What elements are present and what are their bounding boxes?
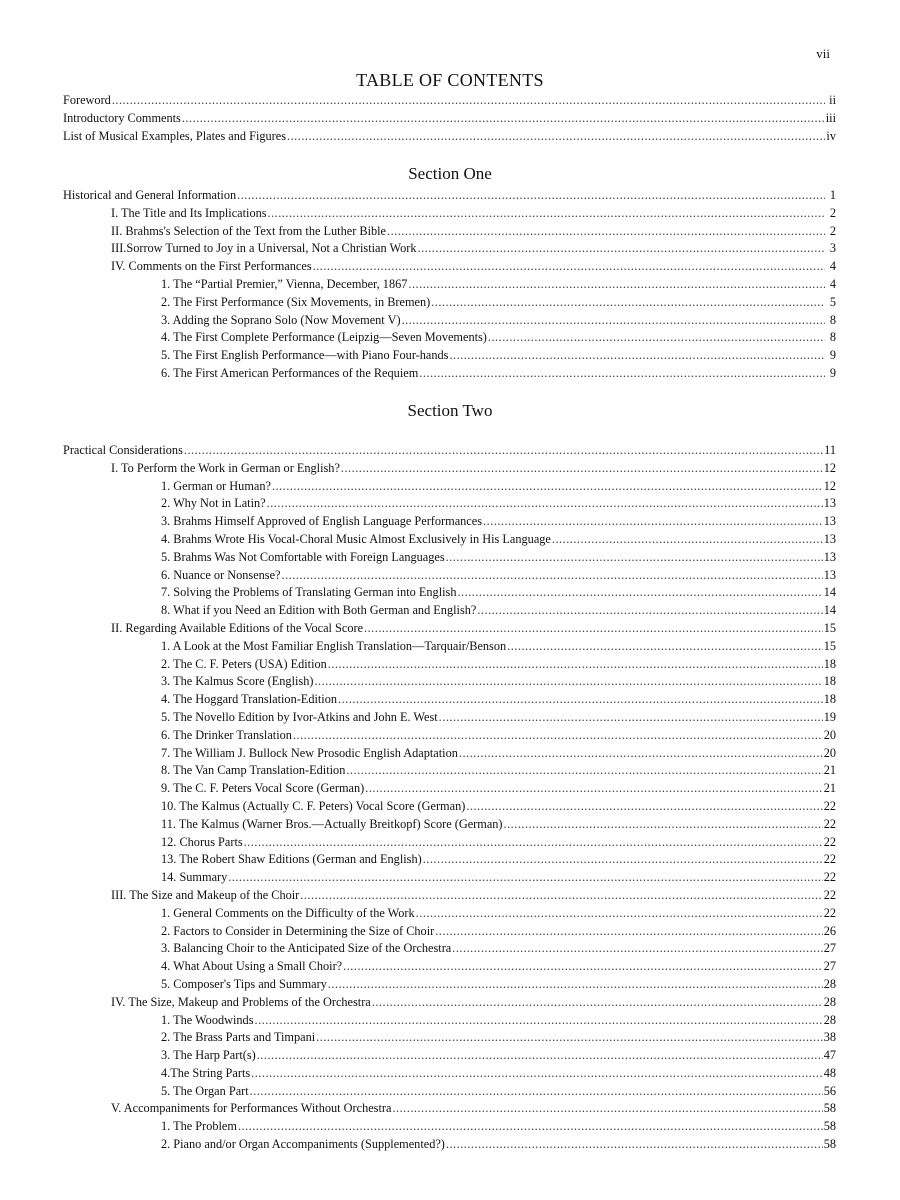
dot-leader bbox=[343, 958, 823, 976]
toc-entry-label: 3. The Kalmus Score (English) bbox=[161, 674, 314, 689]
toc-entry-label: III. The Size and Makeup of the Choir bbox=[111, 887, 300, 902]
toc-entry bbox=[63, 187, 836, 205]
toc-entry bbox=[161, 798, 836, 816]
toc-entry-label: 3. Balancing Choir to the Anticipated Size of the Orchestra bbox=[161, 941, 452, 956]
toc-entry-label: 6. The First American Performances of the Requiem bbox=[161, 365, 419, 380]
dot-leader bbox=[372, 994, 823, 1012]
toc-entry-page: 9 bbox=[829, 348, 836, 363]
toc-entry-label: 7. Solving the Problems of Translating German into English bbox=[161, 585, 457, 600]
toc-entry-page: 13 bbox=[823, 549, 836, 564]
toc-entry-label: 5. Composer's Tips and Summary bbox=[161, 976, 327, 991]
toc-entry-page: 18 bbox=[823, 692, 836, 707]
dot-leader bbox=[228, 869, 822, 887]
toc-entry bbox=[161, 495, 836, 513]
toc-entry-label: 6. The Drinker Translation bbox=[161, 727, 292, 742]
toc-entry bbox=[161, 940, 836, 958]
dot-leader bbox=[238, 1118, 823, 1136]
dot-leader bbox=[439, 709, 823, 727]
toc-entry bbox=[161, 656, 836, 674]
toc-entry-label: 11. The Kalmus (Warner Bros.—Actually Breitkopf) Score (German) bbox=[161, 816, 503, 831]
toc-entry-page: 19 bbox=[823, 709, 836, 724]
toc-entry bbox=[161, 478, 836, 496]
toc-entry bbox=[161, 567, 836, 585]
toc-entry-label: I. To Perform the Work in German or English? bbox=[111, 460, 340, 475]
dot-leader bbox=[392, 1100, 822, 1118]
page-title: TABLE OF CONTENTS bbox=[356, 70, 544, 90]
toc-entry bbox=[161, 276, 836, 294]
toc-entry bbox=[161, 365, 836, 383]
toc-entry bbox=[161, 816, 836, 834]
toc-entry bbox=[161, 691, 836, 709]
toc-entry-page: 12 bbox=[823, 478, 836, 493]
toc-entry-label: 14. Summary bbox=[161, 870, 228, 885]
toc-entry-page: 11 bbox=[824, 443, 836, 457]
toc-entry bbox=[161, 923, 836, 941]
toc-entry-label: 4. The Hoggard Translation-Edition bbox=[161, 692, 338, 707]
toc-entry-page: 22 bbox=[823, 798, 836, 813]
toc-entry-page: 22 bbox=[823, 816, 836, 831]
toc-entry bbox=[111, 887, 836, 905]
toc-entry bbox=[111, 240, 836, 258]
toc-entry-page: 9 bbox=[829, 365, 836, 380]
dot-leader bbox=[419, 365, 825, 383]
toc-entry bbox=[161, 745, 836, 763]
dot-leader bbox=[449, 347, 825, 365]
toc-entry-label: 2. The Brass Parts and Timpani bbox=[161, 1030, 316, 1045]
dot-leader bbox=[250, 1083, 823, 1101]
toc-entry-page: 1 bbox=[829, 188, 836, 202]
toc-entry-label: 8. The Van Camp Translation-Edition bbox=[161, 763, 346, 778]
toc-entry-page: 8 bbox=[829, 330, 836, 345]
toc-entry-page: 5 bbox=[829, 294, 836, 309]
toc-entry-page: 48 bbox=[823, 1065, 836, 1080]
dot-leader bbox=[272, 478, 823, 496]
toc-entry bbox=[161, 1083, 836, 1101]
dot-leader bbox=[316, 1029, 823, 1047]
toc-entry bbox=[161, 958, 836, 976]
toc-entry bbox=[161, 834, 836, 852]
toc-entry-page: iv bbox=[826, 128, 836, 143]
toc-entry-label: II. Regarding Available Editions of the Vocal Score bbox=[111, 620, 364, 635]
dot-leader bbox=[244, 834, 823, 852]
dot-leader bbox=[237, 187, 825, 205]
dot-leader bbox=[328, 976, 823, 994]
dot-leader bbox=[446, 1136, 823, 1154]
toc-entry-label: 5. The First English Performance—with Piano Four-hands bbox=[161, 348, 449, 363]
section-one-list bbox=[0, 187, 900, 383]
toc-entry-page: 26 bbox=[823, 923, 836, 938]
toc-entry-page: 27 bbox=[823, 941, 836, 956]
toc-entry-page: 15 bbox=[823, 638, 836, 653]
section-two-heading: Section Two bbox=[407, 401, 493, 420]
toc-entry-page: 2 bbox=[829, 223, 836, 238]
toc-entry bbox=[161, 294, 836, 312]
toc-entry bbox=[161, 673, 836, 691]
toc-entry-label: 7. The William J. Bullock New Prosodic English Adaptation bbox=[161, 745, 458, 760]
toc-entry-page: ii bbox=[829, 93, 836, 107]
dot-leader bbox=[184, 442, 823, 460]
toc-entry bbox=[63, 92, 836, 110]
dot-leader bbox=[255, 1012, 823, 1030]
toc-entry bbox=[161, 851, 836, 869]
dot-leader bbox=[446, 549, 823, 567]
dot-leader bbox=[459, 745, 823, 763]
dot-leader bbox=[408, 276, 825, 294]
toc-entry bbox=[161, 1136, 836, 1154]
dot-leader bbox=[182, 110, 825, 128]
toc-entry-page: 22 bbox=[823, 852, 836, 867]
toc-entry-label: List of Musical Examples, Plates and Figures bbox=[63, 128, 287, 143]
toc-entry-page: iii bbox=[825, 110, 836, 125]
toc-entry-page: 28 bbox=[823, 976, 836, 991]
section-one-heading: Section One bbox=[408, 164, 492, 183]
toc-entry-page: 8 bbox=[829, 312, 836, 327]
dot-leader bbox=[314, 673, 822, 691]
dot-leader bbox=[483, 513, 823, 531]
dot-leader bbox=[112, 92, 825, 110]
toc-entry-page: 3 bbox=[829, 241, 836, 256]
toc-entry-page: 58 bbox=[823, 1101, 836, 1116]
toc-entry-label: 2. The C. F. Peters (USA) Edition bbox=[161, 656, 327, 671]
toc-entry bbox=[161, 869, 836, 887]
toc-entry-page: 22 bbox=[823, 887, 836, 902]
dot-leader bbox=[488, 329, 825, 347]
toc-entry-label: Practical Considerations bbox=[63, 443, 183, 457]
dot-leader bbox=[364, 620, 823, 638]
toc-entry-page: 58 bbox=[823, 1119, 836, 1134]
dot-leader bbox=[257, 1047, 823, 1065]
toc-entry bbox=[111, 258, 836, 276]
toc-entry-label: V. Accompaniments for Performances Without Orchestra bbox=[111, 1101, 392, 1116]
dot-leader bbox=[435, 923, 822, 941]
toc-entry-page: 14 bbox=[823, 585, 836, 600]
toc-entry-label: 5. Brahms Was Not Comfortable with Foreign Languages bbox=[161, 549, 445, 564]
toc-entry-label: Introductory Comments bbox=[63, 110, 181, 125]
toc-entry-label: Foreword bbox=[63, 93, 111, 107]
front-matter-list bbox=[0, 92, 900, 145]
toc-entry bbox=[161, 1065, 836, 1083]
dot-leader bbox=[328, 656, 823, 674]
toc-entry-label: IV. The Size, Makeup and Problems of the Orchestra bbox=[111, 994, 371, 1009]
dot-leader bbox=[416, 905, 823, 923]
toc-entry-label: 1. The “Partial Premier,” Vienna, December, 1867 bbox=[161, 276, 408, 291]
toc-entry-label: 1. The Woodwinds bbox=[161, 1012, 254, 1027]
toc-entry-page: 13 bbox=[823, 531, 836, 546]
dot-leader bbox=[423, 851, 823, 869]
dot-leader bbox=[267, 495, 823, 513]
dot-leader bbox=[477, 602, 822, 620]
dot-leader bbox=[504, 816, 823, 834]
toc-entry-label: 13. The Robert Shaw Editions (German and English) bbox=[161, 852, 422, 867]
dot-leader bbox=[466, 798, 822, 816]
toc-entry bbox=[161, 1029, 836, 1047]
toc-entry bbox=[161, 780, 836, 798]
dot-leader bbox=[365, 780, 822, 798]
dot-leader bbox=[431, 294, 825, 312]
toc-entry-label: 2. Why Not in Latin? bbox=[161, 496, 266, 511]
toc-entry-label: 5. The Novello Edition by Ivor-Atkins and John E. West bbox=[161, 709, 438, 724]
toc-entry bbox=[161, 531, 836, 549]
toc-entry-page: 13 bbox=[823, 496, 836, 511]
section-two-list bbox=[0, 442, 900, 1154]
toc-entry bbox=[161, 1012, 836, 1030]
toc-entry bbox=[111, 1100, 836, 1118]
toc-entry bbox=[161, 329, 836, 347]
dot-leader bbox=[293, 727, 823, 745]
toc-entry-label: 3. Brahms Himself Approved of English Language Performances bbox=[161, 514, 483, 529]
dot-leader bbox=[282, 567, 823, 585]
toc-entry-page: 22 bbox=[823, 905, 836, 920]
toc-entry-label: 12. Chorus Parts bbox=[161, 834, 243, 849]
dot-leader bbox=[457, 584, 822, 602]
toc-entry-page: 14 bbox=[823, 603, 836, 618]
dot-leader bbox=[338, 691, 823, 709]
dot-leader bbox=[402, 312, 825, 330]
toc-entry bbox=[161, 549, 836, 567]
toc-entry-label: IV. Comments on the First Performances bbox=[111, 259, 312, 274]
dot-leader bbox=[346, 762, 822, 780]
toc-entry-label: 1. A Look at the Most Familiar English Translation—Tarquair/Benson bbox=[161, 638, 507, 653]
toc-entry-label: 2. The First Performance (Six Movements, in Bremen) bbox=[161, 294, 431, 309]
toc-entry-label: 5. The Organ Part bbox=[161, 1083, 249, 1098]
toc-entry-page: 12 bbox=[823, 460, 836, 475]
dot-leader bbox=[251, 1065, 823, 1083]
dot-leader bbox=[507, 638, 823, 656]
toc-entry bbox=[161, 905, 836, 923]
toc-entry-page: 22 bbox=[823, 834, 836, 849]
dot-leader bbox=[452, 940, 822, 958]
toc-entry-page: 21 bbox=[823, 763, 836, 778]
toc-entry-label: 10. The Kalmus (Actually C. F. Peters) Vocal Score (German) bbox=[161, 798, 466, 813]
toc-entry-label: 6. Nuance or Nonsense? bbox=[161, 567, 281, 582]
toc-entry-label: 1. General Comments on the Difficulty of the Work bbox=[161, 905, 415, 920]
toc-entry-label: 4. Brahms Wrote His Vocal-Choral Music Almost Exclusively in His Language bbox=[161, 531, 551, 546]
toc-entry-page: 13 bbox=[823, 567, 836, 582]
toc-entry-page: 4 bbox=[829, 276, 836, 291]
dot-leader bbox=[552, 531, 823, 549]
dot-leader bbox=[287, 128, 825, 146]
toc-entry bbox=[111, 205, 836, 223]
dot-leader bbox=[418, 240, 826, 258]
toc-entry-page: 20 bbox=[823, 727, 836, 742]
toc-entry-label: II. Brahms's Selection of the Text from the Luther Bible bbox=[111, 223, 387, 238]
page-number: vii bbox=[816, 46, 830, 61]
dot-leader bbox=[341, 460, 823, 478]
toc-entry bbox=[161, 347, 836, 365]
dot-leader bbox=[300, 887, 822, 905]
toc-entry bbox=[111, 994, 836, 1012]
toc-entry-label: 3. The Harp Part(s) bbox=[161, 1048, 256, 1063]
toc-entry bbox=[111, 460, 836, 478]
toc-entry bbox=[161, 312, 836, 330]
toc-entry-label: 9. The C. F. Peters Vocal Score (German) bbox=[161, 781, 365, 796]
toc-entry bbox=[161, 638, 836, 656]
toc-entry-label: 4. The First Complete Performance (Leipzig—Seven Movements) bbox=[161, 330, 487, 345]
toc-entry bbox=[161, 584, 836, 602]
toc-entry-label: 1. The Problem bbox=[161, 1119, 237, 1134]
toc-entry-label: 3. Adding the Soprano Solo (Now Movement V) bbox=[161, 312, 401, 327]
toc-entry-page: 28 bbox=[823, 1012, 836, 1027]
toc-entry bbox=[161, 1047, 836, 1065]
toc-entry-page: 27 bbox=[823, 959, 836, 974]
toc-entry-page: 56 bbox=[823, 1083, 836, 1098]
dot-leader bbox=[313, 258, 825, 276]
toc-entry-label: 4.The String Parts bbox=[161, 1065, 251, 1080]
toc-entry-page: 4 bbox=[829, 259, 836, 274]
toc-entry bbox=[111, 223, 836, 241]
toc-entry bbox=[161, 762, 836, 780]
toc-entry bbox=[111, 620, 836, 638]
dot-leader bbox=[387, 223, 825, 241]
toc-entry bbox=[63, 128, 836, 146]
toc-entry-label: I. The Title and Its Implications bbox=[111, 205, 267, 220]
toc-entry-page: 22 bbox=[823, 870, 836, 885]
toc-entry-page: 13 bbox=[823, 514, 836, 529]
toc-entry-label: 8. What if you Need an Edition with Both German and English? bbox=[161, 603, 477, 618]
toc-entry bbox=[161, 727, 836, 745]
toc-entry bbox=[63, 110, 836, 128]
toc-entry bbox=[161, 1118, 836, 1136]
toc-entry-page: 15 bbox=[823, 620, 836, 635]
toc-entry-label: 2. Piano and/or Organ Accompaniments (Supplemented?) bbox=[161, 1137, 445, 1152]
toc-entry-page: 20 bbox=[823, 745, 836, 760]
toc-entry-page: 47 bbox=[823, 1048, 836, 1063]
dot-leader bbox=[268, 205, 825, 223]
toc-entry bbox=[63, 442, 836, 460]
toc-entry bbox=[161, 513, 836, 531]
toc-entry-page: 18 bbox=[823, 674, 836, 689]
toc-entry-page: 58 bbox=[823, 1137, 836, 1152]
toc-entry-label: Historical and General Information bbox=[63, 188, 237, 202]
toc-entry-page: 2 bbox=[829, 205, 836, 220]
toc-entry bbox=[161, 709, 836, 727]
toc-entry-label: 2. Factors to Consider in Determining the Size of Choir bbox=[161, 923, 435, 938]
toc-entry-label: 4. What About Using a Small Choir? bbox=[161, 959, 343, 974]
toc-entry-label: III.Sorrow Turned to Joy in a Universal, Not a Christian Work bbox=[111, 241, 417, 256]
toc-entry-page: 38 bbox=[823, 1030, 836, 1045]
toc-entry-label: 1. German or Human? bbox=[161, 478, 271, 493]
toc-entry-page: 18 bbox=[823, 656, 836, 671]
toc-entry bbox=[161, 976, 836, 994]
toc-entry-page: 28 bbox=[823, 994, 836, 1009]
toc-entry-page: 21 bbox=[823, 781, 836, 796]
toc-entry bbox=[161, 602, 836, 620]
